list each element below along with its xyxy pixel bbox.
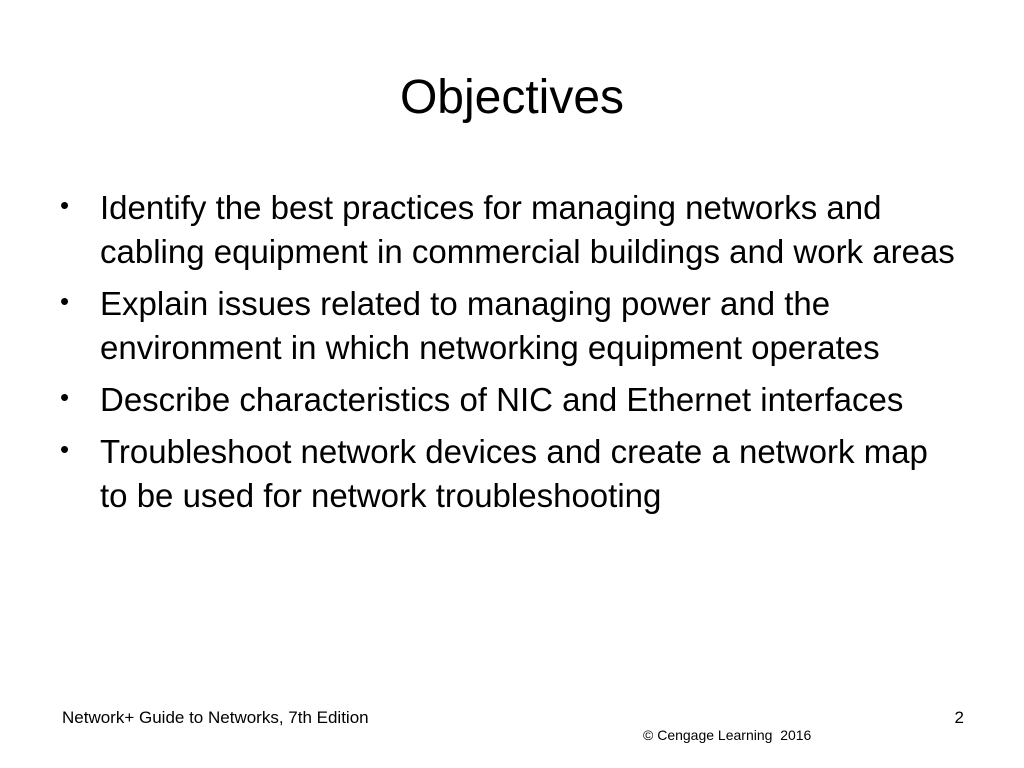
bullet-text: Identify the best practices for managing networks and cabling equipment in commercial buildings and work areas [100,189,955,270]
bullet-text: Explain issues related to managing power and the environment in which networking equipment operates [100,285,880,366]
page-number: 2 [954,708,964,727]
bullet-icon: • [60,434,70,464]
bullet-icon: • [60,382,70,412]
objectives-list [60,186,960,526]
slide-title: Objectives [399,71,625,124]
bullet-text: Describe characteristics of NIC and Ethernet interfaces [100,381,904,418]
list-item [60,430,960,518]
list-item [60,282,960,370]
copyright-notice: © Cengage Learning 2016 [643,727,812,743]
footer-book-title: Network+ Guide to Networks, 7th Edition [62,708,369,727]
list-item [60,378,960,422]
list-item [60,186,960,274]
bullet-text: Troubleshoot network devices and create a network map to be used for network troubleshooting [100,433,928,514]
bullet-icon: • [60,190,70,220]
bullet-icon: • [60,286,70,316]
